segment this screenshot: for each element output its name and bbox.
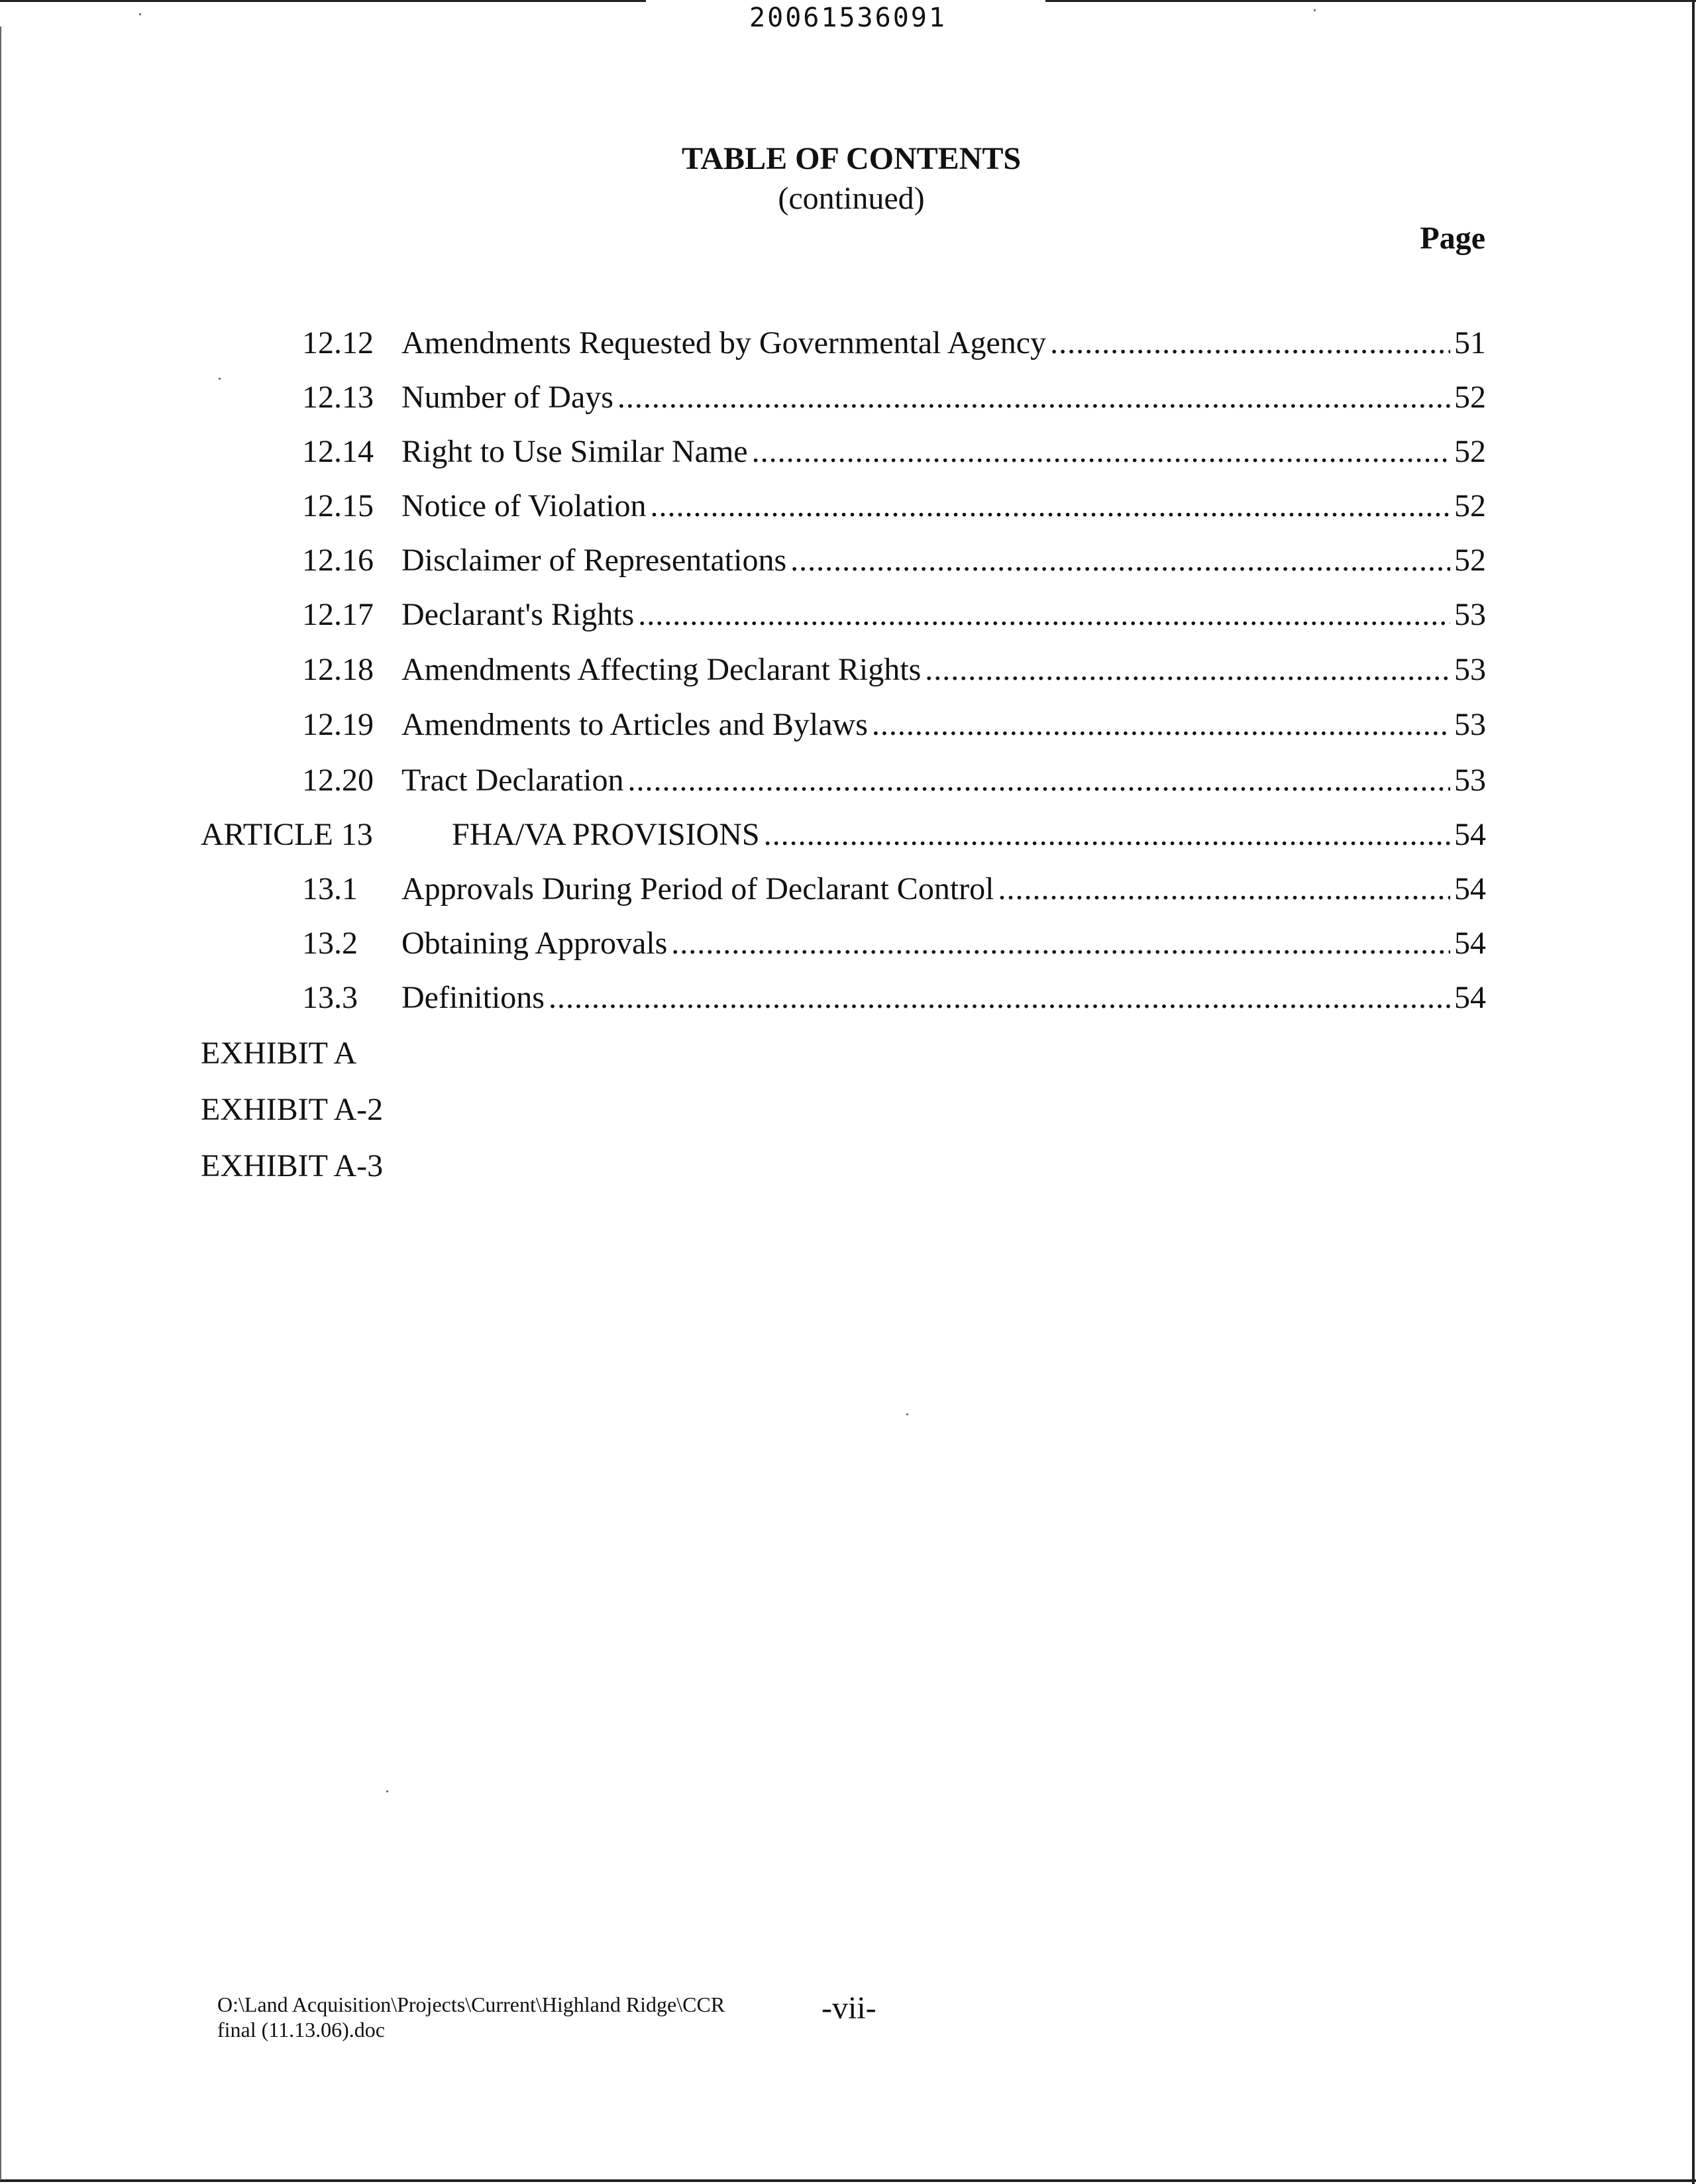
toc-entry (0, 978, 1696, 1018)
exhibit-label: EXHIBIT A (201, 1036, 357, 1071)
toc-entry-title: Amendments to Articles and Bylaws (401, 707, 868, 742)
dot-leader (651, 486, 1451, 526)
exhibit-label: EXHIBIT A-3 (201, 1148, 384, 1183)
toc-article-title: FHA/VA PROVISIONS (452, 817, 760, 852)
scan-speck (1314, 9, 1316, 11)
dot-leader (617, 378, 1450, 417)
scan-speck (139, 13, 141, 15)
toc-article-entry (0, 815, 1696, 855)
dot-leader (671, 924, 1450, 963)
footer-path-line-1: O:\Land Acquisition\Projects\Current\Highland Ridge\CCR (217, 1993, 725, 2016)
toc-entry-page: 54 (1454, 926, 1486, 961)
dot-leader (752, 432, 1450, 472)
toc-entry (0, 541, 1696, 580)
page-column-header: Page (1420, 221, 1485, 256)
toc-entry-title: Amendments Requested by Governmental Agency (401, 325, 1047, 360)
toc-entry-number: 12.18 (302, 652, 374, 687)
toc-entry-page: 53 (1454, 707, 1486, 742)
toc-entry-number: 12.12 (302, 325, 374, 360)
toc-entry (0, 486, 1696, 526)
dot-leader (925, 650, 1450, 690)
toc-entry (0, 595, 1696, 635)
toc-entry (0, 869, 1696, 909)
toc-entry-page: 53 (1454, 597, 1486, 632)
toc-entry-title: Declarant's Rights (401, 597, 635, 632)
toc-entry-title: Right to Use Similar Name (401, 434, 748, 469)
toc-entry-title: Approvals During Period of Declarant Control (401, 871, 994, 906)
exhibit-label: EXHIBIT A-2 (201, 1092, 384, 1127)
scan-speck (906, 1413, 908, 1415)
toc-entry-page: 52 (1454, 434, 1486, 469)
toc-entry-title: Number of Days (401, 380, 613, 415)
dot-leader (998, 869, 1450, 909)
page-border-top-right (1045, 0, 1696, 2)
toc-entry (0, 705, 1696, 745)
dot-leader (1050, 323, 1450, 363)
toc-entry-title: Disclaimer of Representations (401, 543, 787, 578)
toc-entry-page: 52 (1454, 543, 1486, 578)
page-border-bottom (0, 2179, 1696, 2182)
toc-entry-page: 52 (1454, 488, 1486, 523)
footer-page-number: -vii- (822, 1991, 876, 2026)
toc-entry-number: 12.15 (302, 488, 374, 523)
toc-entry-number: 12.20 (302, 763, 374, 798)
page-subtitle: (continued) (778, 181, 925, 216)
toc-entry-number: 12.16 (302, 543, 374, 578)
dot-leader (764, 815, 1450, 855)
dot-leader (790, 541, 1450, 580)
toc-entry-number: 12.17 (302, 597, 374, 632)
footer-file-path (217, 1992, 814, 2042)
toc-entry (0, 432, 1696, 472)
toc-entry-page: 54 (1454, 871, 1486, 906)
page-border-top-left (0, 0, 646, 2)
toc-article-number: ARTICLE 13 (201, 817, 373, 852)
toc-entry-page: 52 (1454, 380, 1486, 415)
toc-entry-title: Notice of Violation (401, 488, 647, 523)
toc-entry-number: 13.3 (302, 980, 358, 1015)
toc-entry-page: 54 (1454, 817, 1486, 852)
toc-entry-page: 51 (1454, 325, 1486, 360)
scan-speck (386, 1790, 388, 1792)
toc-entry (0, 378, 1696, 417)
toc-entry-number: 13.2 (302, 926, 358, 961)
toc-entry (0, 323, 1696, 363)
toc-entry-title: Definitions (401, 980, 545, 1015)
page-title: TABLE OF CONTENTS (681, 141, 1022, 176)
footer-path-line-2: final (11.13.06).doc (217, 2018, 385, 2042)
toc-entry-number: 12.13 (302, 380, 374, 415)
toc-entry-number: 12.19 (302, 707, 374, 742)
toc-entry-title: Obtaining Approvals (401, 926, 668, 961)
toc-entry-page: 53 (1454, 652, 1486, 687)
toc-entry-number: 13.1 (302, 871, 358, 906)
toc-entry (0, 924, 1696, 963)
dot-leader (638, 595, 1450, 635)
dot-leader (627, 761, 1450, 800)
toc-entry (0, 650, 1696, 690)
toc-entry-page: 53 (1454, 763, 1486, 798)
dot-leader (549, 978, 1450, 1018)
toc-entry-number: 12.14 (302, 434, 374, 469)
toc-entry-page: 54 (1454, 980, 1486, 1015)
toc-entry (0, 761, 1696, 800)
toc-entry-title: Amendments Affecting Declarant Rights (401, 652, 922, 687)
document-number: 20061536091 (749, 3, 947, 33)
dot-leader (872, 705, 1450, 745)
toc-entry-title: Tract Declaration (401, 763, 624, 798)
